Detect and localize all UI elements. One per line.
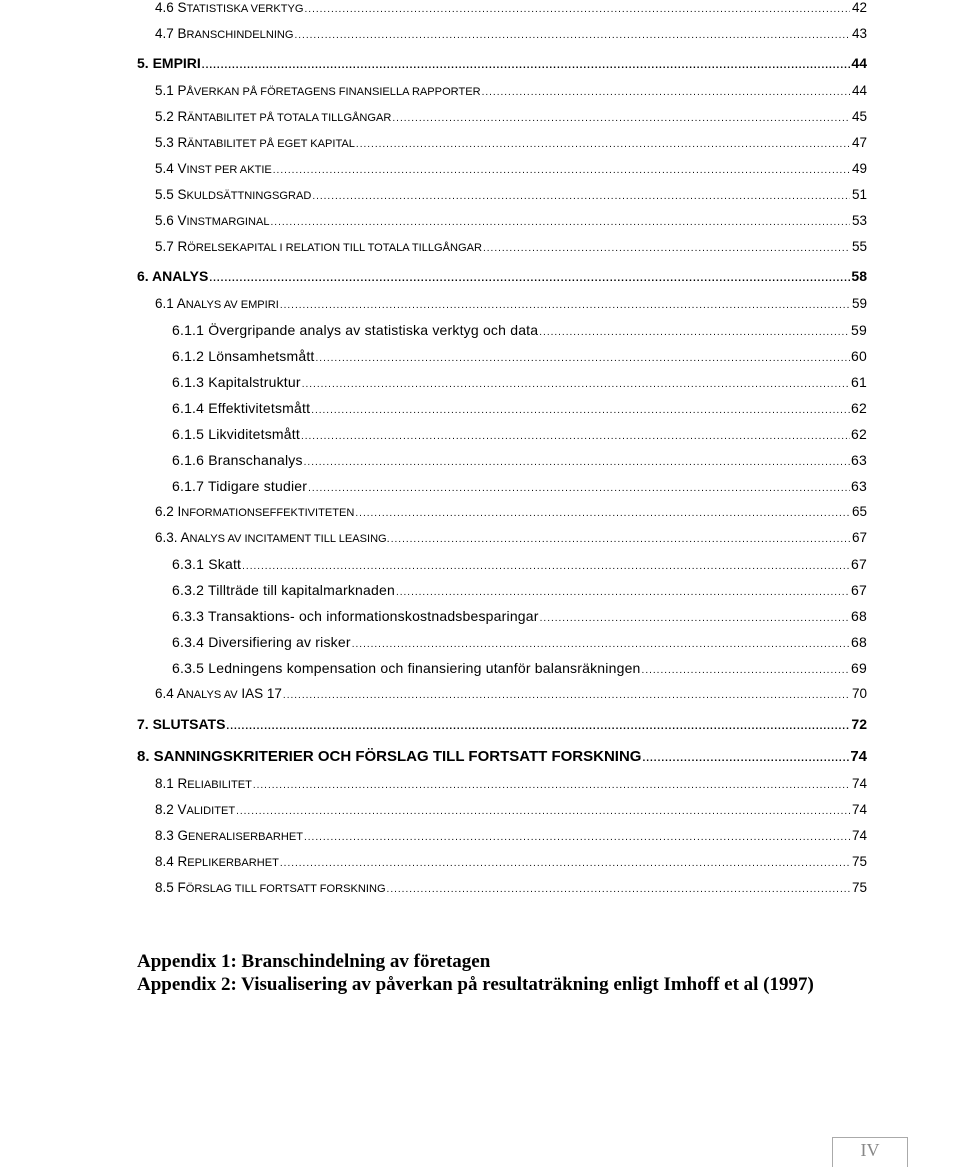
toc-entry[interactable] — [155, 0, 867, 15]
toc-entry-title-text: 6.1.7 Tidigare studier — [172, 478, 308, 494]
toc-entry-title-suffix: IAS 17 — [237, 686, 282, 701]
dot-leader — [253, 780, 850, 791]
toc-entry-title — [155, 26, 293, 41]
toc-entry-title-text: 5. EMPIRI — [137, 55, 201, 71]
toc-entry-title-smallcaps: ÖRSLAG TILL FORTSATT FORSKNING — [185, 883, 386, 895]
dot-leader — [356, 139, 850, 150]
toc-entry-title-smallcaps: ÄNTABILITET PÅ TOTALA TILLGÅNGAR — [187, 112, 392, 124]
toc-entry-title-text: 8.4 R — [155, 854, 188, 869]
toc-entry-title — [155, 880, 386, 895]
dot-leader — [271, 217, 850, 228]
toc-entry-title — [172, 582, 395, 598]
toc-entry-page-number: 72 — [851, 716, 867, 732]
toc-entry-title-text: 6.3.2 Tillträde till kapitalmarknaden — [172, 582, 395, 598]
toc-entry[interactable] — [137, 268, 867, 284]
toc-entry[interactable] — [155, 802, 867, 817]
toc-entry-title — [155, 854, 279, 869]
toc-entry-title — [172, 374, 301, 390]
toc-entry-title-smallcaps: NALYS AV EMPIRI — [185, 299, 279, 311]
toc-entry-title-text: 6.3.5 Ledningens kompensation och finansiering utanför balansräkningen — [172, 660, 641, 676]
dot-leader — [396, 587, 850, 598]
dot-leader — [304, 832, 850, 843]
dot-leader — [242, 561, 850, 572]
toc-entry-title — [172, 478, 307, 494]
toc-entry-title-smallcaps: RANSCHINDELNING — [186, 29, 294, 41]
toc-entry[interactable] — [155, 213, 867, 228]
toc-entry-title — [155, 161, 272, 176]
toc-entry-page-number: 55 — [851, 239, 867, 254]
toc-entry[interactable] — [155, 135, 867, 150]
toc-entry-title-smallcaps: TATISTISKA VERKTYG — [186, 3, 304, 15]
toc-entry-page-number: 74 — [851, 802, 867, 817]
toc-entry[interactable] — [172, 660, 867, 676]
toc-entry-title-smallcaps: EPLIKERBARHET — [187, 857, 279, 869]
toc-entry-title-text: 8.2 V — [155, 802, 187, 817]
toc-entry-title-smallcaps: KULDSÄTTNINGSGRAD — [186, 190, 312, 202]
toc-entry-page-number: 60 — [851, 348, 867, 364]
toc-entry-page-number: 74 — [851, 776, 867, 791]
toc-entry[interactable] — [155, 686, 867, 701]
toc-entry-page-number: 62 — [851, 400, 867, 416]
toc-entry-title-smallcaps: ELIABILITET — [187, 779, 252, 791]
toc-entry-title — [155, 239, 482, 254]
toc-entry-title — [155, 83, 481, 98]
appendix-2-entry: Appendix 2: Visualisering av påverkan på resultaträkning enligt Imhoff et al (1997) — [137, 974, 814, 995]
dot-leader — [294, 30, 850, 41]
toc-entry[interactable] — [155, 239, 867, 254]
toc-entry-page-number: 51 — [851, 187, 867, 202]
toc-entry-title-text: 6.1.5 Likviditetsmått — [172, 426, 300, 442]
dot-leader — [355, 508, 850, 519]
toc-entry-title-text: 8.5 F — [155, 880, 186, 895]
toc-entry[interactable] — [155, 776, 867, 791]
toc-entry[interactable] — [155, 880, 867, 895]
dot-leader — [642, 665, 850, 676]
dot-leader — [642, 753, 849, 764]
toc-entry-title-smallcaps: NALYS AV INCITAMENT TILL LEASING. — [189, 533, 390, 545]
toc-entry[interactable] — [137, 716, 867, 732]
dot-leader — [316, 353, 850, 364]
toc-entry-title-text: 6.3.1 Skatt — [172, 556, 242, 572]
toc-entry-title-text: 6. ANALYS — [137, 268, 209, 284]
toc-entry-title — [172, 634, 351, 650]
toc-entry-page-number: 74 — [850, 748, 867, 765]
toc-entry-page-number: 47 — [851, 135, 867, 150]
toc-entry-title-text: 6.3.3 Transaktions- och informationskostnadsbesparingar — [172, 608, 539, 624]
toc-entry-page-number: 68 — [851, 608, 867, 624]
toc-entry-title — [155, 296, 279, 311]
toc-entry-title-text: 6.1.3 Kapitalstruktur — [172, 374, 301, 390]
toc-entry-title-text: 8.1 R — [155, 776, 188, 791]
toc-entry-title-smallcaps: ÄNTABILITET PÅ EGET KAPITAL — [187, 138, 355, 150]
toc-entry-title-text: 4.7 B — [155, 26, 187, 41]
dot-leader — [312, 191, 850, 202]
toc-entry-title-smallcaps: INSTMARGINAL — [186, 216, 270, 228]
toc-entry-title-smallcaps: ENERALISERBARHET — [188, 831, 303, 843]
dot-leader — [392, 113, 850, 124]
toc-entry-title-smallcaps: ÅVERKAN PÅ FÖRETAGENS FINANSIELLA RAPPORTER — [186, 86, 481, 98]
toc-entry-page-number: 59 — [851, 322, 867, 338]
toc-entry[interactable] — [172, 400, 867, 416]
toc-entry-title-smallcaps: INST PER AKTIE — [186, 164, 272, 176]
toc-entry-title — [137, 716, 225, 732]
toc-entry-page-number: 42 — [851, 0, 867, 15]
toc-entry-page-number: 70 — [851, 686, 867, 701]
toc-entry-title-text: 6.1.1 Övergripande analys av statistiska verktyg och data — [172, 322, 539, 338]
toc-entry[interactable] — [155, 26, 867, 41]
page-number: IV — [832, 1137, 908, 1167]
toc-entry-title — [155, 0, 304, 15]
toc-entry-page-number: 44 — [851, 83, 867, 98]
toc-entry-title — [155, 828, 303, 843]
toc-entry[interactable] — [172, 556, 867, 572]
toc-entry[interactable] — [137, 55, 867, 71]
dot-leader — [280, 858, 850, 869]
toc-entry-page-number: 63 — [851, 452, 867, 468]
toc-entry-page-number: 61 — [851, 374, 867, 390]
dot-leader — [304, 457, 850, 468]
toc-entry[interactable] — [172, 634, 867, 650]
toc-entry-title-text: 5.1 P — [155, 83, 187, 98]
dot-leader — [226, 721, 850, 732]
toc-entry-title-text: 6.1.4 Effektivitetsmått — [172, 400, 311, 416]
toc-entry-title — [172, 426, 300, 442]
toc-entry-page-number: 68 — [851, 634, 867, 650]
toc-entry-title-text: 6.3.4 Diversifiering av risker — [172, 634, 351, 650]
toc-entry[interactable] — [172, 374, 867, 390]
toc-entry-page-number: 62 — [851, 426, 867, 442]
dot-leader — [302, 379, 850, 390]
toc-entry[interactable] — [155, 161, 867, 176]
toc-entry[interactable] — [172, 608, 867, 624]
toc-entry-title — [137, 748, 641, 765]
toc-entry-page-number: 59 — [851, 296, 867, 311]
toc-entry-title — [155, 504, 354, 519]
toc-entry-title-text: 5.6 V — [155, 213, 187, 228]
toc-entry-title-text: 8.3 G — [155, 828, 189, 843]
toc-entry-title — [155, 802, 235, 817]
toc-entry-title-text: 6.1.6 Branschanalys — [172, 452, 303, 468]
toc-entry-title-text: 6.1 A — [155, 296, 186, 311]
toc-entry-title-text: 6.4 A — [155, 686, 186, 701]
toc-entry[interactable] — [155, 187, 867, 202]
toc-entry-title-smallcaps: ÖRELSEKAPITAL I RELATION TILL TOTALA TILLGÅNGAR — [187, 242, 482, 254]
toc-entry-title-smallcaps: NFORMATIONSEFFEKTIVITETEN — [181, 507, 355, 519]
toc-entry-page-number: 53 — [851, 213, 867, 228]
dot-leader — [305, 4, 850, 15]
toc-entry-title-text: 5.5 S — [155, 187, 187, 202]
toc-entry[interactable] — [155, 828, 867, 843]
toc-entry[interactable] — [172, 478, 867, 494]
toc-entry-title — [155, 187, 311, 202]
dot-leader — [301, 431, 850, 442]
toc-entry-title-text: 7. SLUTSATS — [137, 716, 226, 732]
toc-entry-title — [155, 109, 391, 124]
toc-entry[interactable] — [172, 348, 867, 364]
toc-entry[interactable] — [172, 582, 867, 598]
toc-entry-title — [155, 213, 270, 228]
toc-entry[interactable] — [155, 83, 867, 98]
dot-leader — [273, 165, 850, 176]
toc-entry-title-text: 8. SANNINGSKRITERIER OCH FÖRSLAG TILL FORTSATT FORSKNING — [137, 748, 642, 765]
toc-entry-title-text: 4.6 S — [155, 0, 187, 15]
toc-entry-title — [155, 530, 390, 545]
dot-leader — [540, 613, 850, 624]
toc-entry-title — [172, 608, 539, 624]
toc-entry-page-number: 58 — [851, 268, 867, 284]
toc-entry-page-number: 75 — [851, 854, 867, 869]
toc-entry-title — [137, 268, 208, 284]
toc-entry-title — [155, 686, 282, 701]
toc-entry-title-text: 5.4 V — [155, 161, 187, 176]
toc-entry-title-text: 6.1.2 Lönsamhetsmått — [172, 348, 315, 364]
toc-entry-page-number: 45 — [851, 109, 867, 124]
dot-leader — [539, 327, 850, 338]
dot-leader — [202, 60, 850, 71]
toc-entry[interactable] — [172, 426, 867, 442]
appendix-1-entry: Appendix 1: Branschindelning av företagen — [137, 951, 491, 972]
toc-entry-title — [172, 556, 241, 572]
toc-entry-title-text: 5.7 R — [155, 239, 188, 254]
toc-entry-page-number: 63 — [851, 478, 867, 494]
toc-entry[interactable] — [155, 530, 867, 545]
toc-entry-page-number: 74 — [851, 828, 867, 843]
appendix-list — [137, 950, 825, 996]
dot-leader — [482, 87, 850, 98]
toc-entry-page-number: 69 — [851, 660, 867, 676]
toc-entry[interactable] — [155, 296, 867, 311]
toc-entry-page-number: 67 — [851, 556, 867, 572]
toc-entry[interactable] — [155, 109, 867, 124]
toc-entry-title-text: 6.3. A — [155, 530, 190, 545]
toc-entry-title-text: 6.2 I — [155, 504, 182, 519]
toc-entry[interactable] — [155, 854, 867, 869]
toc-entry-title — [172, 660, 641, 676]
toc-entry-title — [155, 776, 252, 791]
dot-leader — [483, 243, 850, 254]
dot-leader — [283, 690, 850, 701]
toc-entry-title — [172, 348, 315, 364]
dot-leader — [311, 405, 850, 416]
dot-leader — [236, 806, 850, 817]
toc-entry-page-number: 44 — [851, 55, 867, 71]
toc-entry-title — [172, 400, 310, 416]
dot-leader — [352, 639, 850, 650]
toc-entry[interactable] — [172, 452, 867, 468]
dot-leader — [391, 534, 850, 545]
toc-entry-title-text: 5.2 R — [155, 109, 188, 124]
dot-leader — [209, 273, 850, 284]
toc-entry-page-number: 43 — [851, 26, 867, 41]
toc-entry-title — [172, 322, 538, 338]
dot-leader — [308, 483, 850, 494]
toc-entry-title — [155, 135, 355, 150]
dot-leader — [387, 884, 850, 895]
toc-entry-page-number: 67 — [851, 530, 867, 545]
toc-entry-page-number: 75 — [851, 880, 867, 895]
toc-entry-title — [137, 55, 201, 71]
toc-entry[interactable] — [172, 322, 867, 338]
toc-entry-page-number: 67 — [851, 582, 867, 598]
toc-entry-title-smallcaps: NALYS AV — [185, 689, 238, 701]
toc-entry-title-text: 5.3 R — [155, 135, 188, 150]
dot-leader — [280, 300, 850, 311]
toc-entry-title — [172, 452, 303, 468]
toc-entry-page-number: 65 — [851, 504, 867, 519]
toc-entry-title-smallcaps: ALIDITET — [186, 805, 236, 817]
toc-entry[interactable] — [155, 504, 867, 519]
toc-entry[interactable] — [137, 748, 867, 765]
toc-entry-page-number: 49 — [851, 161, 867, 176]
